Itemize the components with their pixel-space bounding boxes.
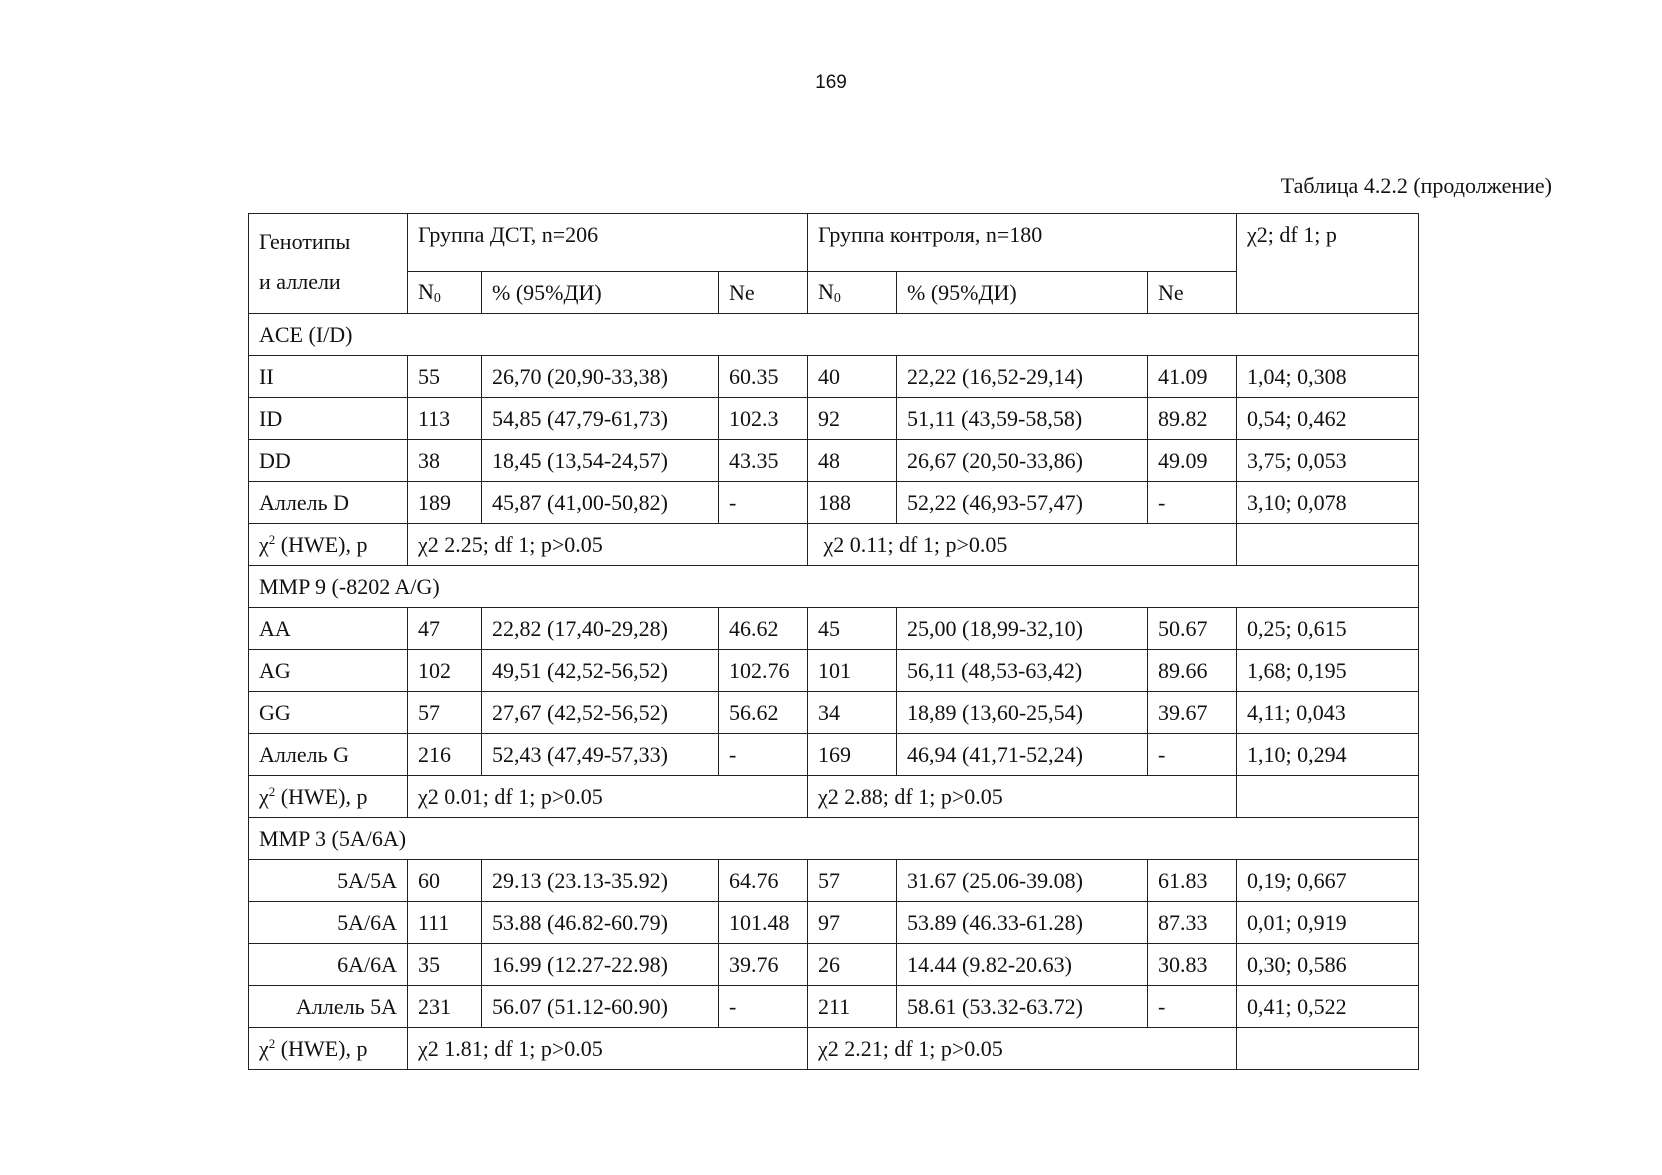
pct-dst-cell: 27,67 (42,52-56,52) xyxy=(482,692,719,734)
chi-square-cell: 0,25; 0,615 xyxy=(1237,608,1419,650)
genotype-cell: DD xyxy=(249,440,408,482)
hwe-label-rest: (HWE), p xyxy=(275,783,368,809)
n-dst-cell: 55 xyxy=(408,356,482,398)
genotypes-header-line1: Генотипы xyxy=(259,229,351,254)
pct-dst-cell: 52,43 (47,49-57,33) xyxy=(482,734,719,776)
n-control-cell: 26 xyxy=(808,944,897,986)
hwe-label-rest: (HWE), p xyxy=(275,531,368,557)
pct-dst-cell: 22,82 (17,40-29,28) xyxy=(482,608,719,650)
pct-control-cell: 51,11 (43,59-58,58) xyxy=(897,398,1148,440)
n-control-cell: 211 xyxy=(808,986,897,1028)
chi-square-cell: 0,41; 0,522 xyxy=(1237,986,1419,1028)
table-row xyxy=(249,482,1419,524)
n-control-cell: 40 xyxy=(808,356,897,398)
n-dst-cell: 35 xyxy=(408,944,482,986)
pct-header-dst: % (95%ДИ) xyxy=(482,272,719,314)
ne-dst-cell: 56.62 xyxy=(719,692,808,734)
chi-square-cell: 0,54; 0,462 xyxy=(1237,398,1419,440)
chi-square-cell: 1,04; 0,308 xyxy=(1237,356,1419,398)
pct-dst-cell: 16.99 (12.27-22.98) xyxy=(482,944,719,986)
hwe-control-cell: χ2 0.11; df 1; p>0.05 xyxy=(808,524,1237,566)
genotype-cell: 5A/5A xyxy=(249,860,408,902)
pct-dst-cell: 54,85 (47,79-61,73) xyxy=(482,398,719,440)
n0-header-control xyxy=(808,272,897,314)
table-row xyxy=(249,902,1419,944)
hwe-row xyxy=(249,1028,1419,1070)
ne-dst-cell: 43.35 xyxy=(719,440,808,482)
ne-dst-cell: 60.35 xyxy=(719,356,808,398)
n-dst-cell: 231 xyxy=(408,986,482,1028)
ne-control-cell: 50.67 xyxy=(1148,608,1237,650)
genotype-cell: Аллель D xyxy=(249,482,408,524)
genotype-cell: AA xyxy=(249,608,408,650)
chi-square-cell: 0,19; 0,667 xyxy=(1237,860,1419,902)
page-number: 169 xyxy=(815,72,847,93)
genotype-cell: AG xyxy=(249,650,408,692)
ne-dst-cell: - xyxy=(719,482,808,524)
chi-square-cell: 1,68; 0,195 xyxy=(1237,650,1419,692)
hwe-empty-cell xyxy=(1237,524,1419,566)
ne-control-cell: 87.33 xyxy=(1148,902,1237,944)
hwe-control-cell: χ2 2.21; df 1; p>0.05 xyxy=(808,1028,1237,1070)
pct-dst-cell: 29.13 (23.13-35.92) xyxy=(482,860,719,902)
ne-dst-cell: - xyxy=(719,986,808,1028)
group-dst-header: Группа ДСТ, n=206 xyxy=(408,214,808,272)
table-row xyxy=(249,356,1419,398)
ne-dst-cell: 46.62 xyxy=(719,608,808,650)
ne-dst-cell: - xyxy=(719,734,808,776)
n-control-cell: 34 xyxy=(808,692,897,734)
group-control-header: Группа контроля, n=180 xyxy=(808,214,1237,272)
genotype-cell: GG xyxy=(249,692,408,734)
hwe-label-cell xyxy=(249,776,408,818)
pct-control-cell: 46,94 (41,71-52,24) xyxy=(897,734,1148,776)
ne-control-cell: 89.82 xyxy=(1148,398,1237,440)
genotypes-header-line2: и аллели xyxy=(259,269,341,294)
n0-subscript: 0 xyxy=(833,290,841,306)
n-dst-cell: 189 xyxy=(408,482,482,524)
pct-dst-cell: 18,45 (13,54-24,57) xyxy=(482,440,719,482)
hwe-superscript: 2 xyxy=(268,1035,276,1051)
section-header-row xyxy=(249,566,1419,608)
hwe-chi-symbol: χ xyxy=(259,1035,269,1061)
genotype-cell: 5A/6A xyxy=(249,902,408,944)
n-dst-cell: 216 xyxy=(408,734,482,776)
table-caption: Таблица 4.2.2 (продолжение) xyxy=(1280,173,1552,198)
pct-control-cell: 18,89 (13,60-25,54) xyxy=(897,692,1148,734)
section-title: MMP 9 (-8202 A/G) xyxy=(249,566,1419,608)
hwe-empty-cell xyxy=(1237,1028,1419,1070)
n-dst-cell: 113 xyxy=(408,398,482,440)
table-row xyxy=(249,692,1419,734)
n-control-cell: 101 xyxy=(808,650,897,692)
ne-control-cell: 89.66 xyxy=(1148,650,1237,692)
n-control-cell: 188 xyxy=(808,482,897,524)
pct-dst-cell: 45,87 (41,00-50,82) xyxy=(482,482,719,524)
pct-control-cell: 52,22 (46,93-57,47) xyxy=(897,482,1148,524)
genotypes-header xyxy=(249,214,408,314)
ne-dst-cell: 102.76 xyxy=(719,650,808,692)
section-title: ACE (I/D) xyxy=(249,314,1419,356)
genotype-cell: 6A/6A xyxy=(249,944,408,986)
pct-control-cell: 56,11 (48,53-63,42) xyxy=(897,650,1148,692)
genotype-cell: Аллель 5A xyxy=(249,986,408,1028)
n-dst-cell: 60 xyxy=(408,860,482,902)
section-title: MMP 3 (5A/6A) xyxy=(249,818,1419,860)
table-row xyxy=(249,734,1419,776)
ne-control-cell: 49.09 xyxy=(1148,440,1237,482)
n-control-cell: 45 xyxy=(808,608,897,650)
pct-control-cell: 26,67 (20,50-33,86) xyxy=(897,440,1148,482)
hwe-chi-symbol: χ xyxy=(259,783,269,809)
genotype-table xyxy=(248,213,1419,1070)
hwe-control-cell: χ2 2.88; df 1; p>0.05 xyxy=(808,776,1237,818)
n-dst-cell: 47 xyxy=(408,608,482,650)
pct-dst-cell: 49,51 (42,52-56,52) xyxy=(482,650,719,692)
ne-dst-cell: 39.76 xyxy=(719,944,808,986)
genotype-cell: Аллель G xyxy=(249,734,408,776)
hwe-label-cell xyxy=(249,524,408,566)
ne-control-cell: - xyxy=(1148,986,1237,1028)
n0-subscript: 0 xyxy=(433,290,441,306)
hwe-empty-cell xyxy=(1237,776,1419,818)
ne-dst-cell: 102.3 xyxy=(719,398,808,440)
pct-control-cell: 58.61 (53.32-63.72) xyxy=(897,986,1148,1028)
ne-control-cell: 39.67 xyxy=(1148,692,1237,734)
header-row-1 xyxy=(249,214,1419,272)
n-control-cell: 92 xyxy=(808,398,897,440)
chi-square-cell: 4,11; 0,043 xyxy=(1237,692,1419,734)
pct-dst-cell: 53.88 (46.82-60.79) xyxy=(482,902,719,944)
genotype-cell: ID xyxy=(249,398,408,440)
n0-label: N xyxy=(818,278,834,304)
table-row xyxy=(249,608,1419,650)
pct-control-cell: 22,22 (16,52-29,14) xyxy=(897,356,1148,398)
table-row xyxy=(249,650,1419,692)
pct-dst-cell: 26,70 (20,90-33,38) xyxy=(482,356,719,398)
chi-square-cell: 3,75; 0,053 xyxy=(1237,440,1419,482)
chi-square-cell: 3,10; 0,078 xyxy=(1237,482,1419,524)
hwe-label-cell xyxy=(249,1028,408,1070)
pct-control-cell: 25,00 (18,99-32,10) xyxy=(897,608,1148,650)
ne-dst-cell: 64.76 xyxy=(719,860,808,902)
chi-square-cell: 0,01; 0,919 xyxy=(1237,902,1419,944)
hwe-label-rest: (HWE), p xyxy=(275,1035,368,1061)
ne-control-cell: 41.09 xyxy=(1148,356,1237,398)
ne-header-control: Ne xyxy=(1148,272,1237,314)
hwe-dst-cell: χ2 0.01; df 1; p>0.05 xyxy=(408,776,808,818)
chi-square-cell: 1,10; 0,294 xyxy=(1237,734,1419,776)
hwe-superscript: 2 xyxy=(268,783,276,799)
chi-square-cell: 0,30; 0,586 xyxy=(1237,944,1419,986)
hwe-chi-symbol: χ xyxy=(259,531,269,557)
section-header-row xyxy=(249,818,1419,860)
table-row xyxy=(249,944,1419,986)
pct-control-cell: 31.67 (25.06-39.08) xyxy=(897,860,1148,902)
n-control-cell: 57 xyxy=(808,860,897,902)
table-row xyxy=(249,860,1419,902)
n-dst-cell: 38 xyxy=(408,440,482,482)
n-control-cell: 169 xyxy=(808,734,897,776)
table-row xyxy=(249,398,1419,440)
n0-header-dst xyxy=(408,272,482,314)
hwe-superscript: 2 xyxy=(268,531,276,547)
ne-control-cell: 30.83 xyxy=(1148,944,1237,986)
chi-square-header: χ2; df 1; p xyxy=(1237,214,1419,314)
hwe-dst-cell: χ2 2.25; df 1; p>0.05 xyxy=(408,524,808,566)
ne-control-cell: 61.83 xyxy=(1148,860,1237,902)
pct-header-control: % (95%ДИ) xyxy=(897,272,1148,314)
hwe-dst-cell: χ2 1.81; df 1; p>0.05 xyxy=(408,1028,808,1070)
n-control-cell: 48 xyxy=(808,440,897,482)
table-row xyxy=(249,986,1419,1028)
pct-control-cell: 53.89 (46.33-61.28) xyxy=(897,902,1148,944)
n-dst-cell: 102 xyxy=(408,650,482,692)
n-control-cell: 97 xyxy=(808,902,897,944)
n0-label: N xyxy=(418,278,434,304)
ne-control-cell: - xyxy=(1148,734,1237,776)
pct-control-cell: 14.44 (9.82-20.63) xyxy=(897,944,1148,986)
table-row xyxy=(249,440,1419,482)
genotype-cell: II xyxy=(249,356,408,398)
section-header-row xyxy=(249,314,1419,356)
n-dst-cell: 111 xyxy=(408,902,482,944)
ne-header-dst: Ne xyxy=(719,272,808,314)
hwe-row xyxy=(249,524,1419,566)
ne-dst-cell: 101.48 xyxy=(719,902,808,944)
ne-control-cell: - xyxy=(1148,482,1237,524)
pct-dst-cell: 56.07 (51.12-60.90) xyxy=(482,986,719,1028)
n-dst-cell: 57 xyxy=(408,692,482,734)
hwe-row xyxy=(249,776,1419,818)
